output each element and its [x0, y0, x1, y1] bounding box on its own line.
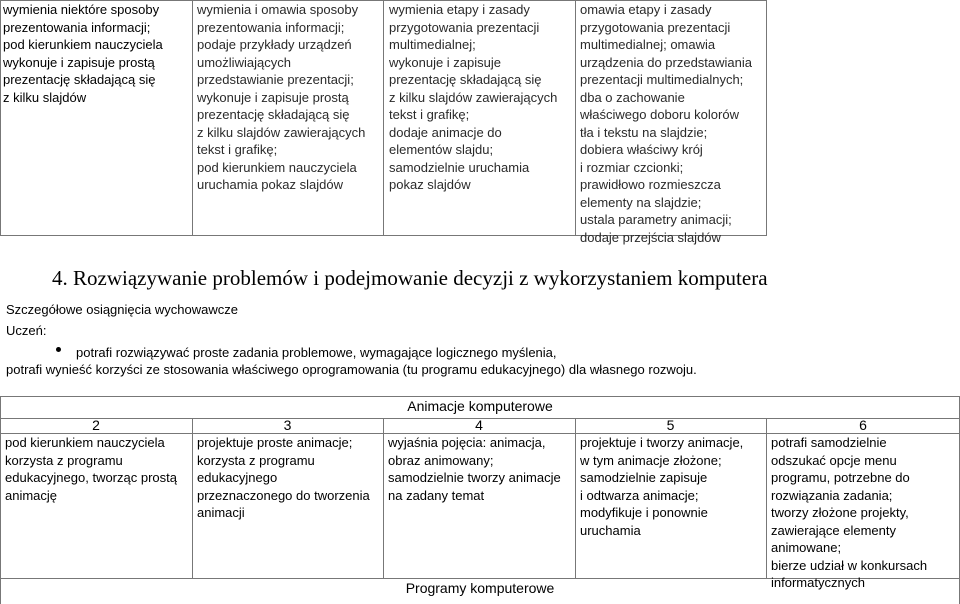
bullet-icon [56, 347, 61, 352]
student-label: Uczeń: [6, 323, 47, 338]
top-table-cell: wymienia niektóre sposoby prezentowania informacji; pod kierunkiem nauczyciela wykonuje i zapisuje prostą prezentację składającą się z kilku slajdów [3, 2, 163, 105]
grade-header: 5 [666, 417, 675, 433]
next-table-caption: Programy komputerowe [405, 580, 555, 596]
section-subtitle: Szczegółowe osiągnięcia wychowawcze [6, 302, 238, 317]
top-table-cell: wymienia etapy i zasady przygotowania prezentacji multimedialnej; wykonuje i zapisuje prezentację składającą się z kilku slajdów zawierających tekst i grafikę; dodaje animacje do elementów slajdu; samodzielnie uruchamia pokaz slajdów [389, 2, 558, 192]
table-caption: Animacje komputerowe [407, 398, 553, 414]
top-table-cell: wymienia i omawia sposoby prezentowania informacji; podaje przykłady urządzeń umożliwiających przedstawianie prezentacji; wykonuje i zapisuje prostą prezentację składającą się z kilku slajdów zawierających tekst i grafikę; pod kierunkiem nauczyciela uruchamia pokaz slajdów [197, 2, 366, 192]
top-table-cell: omawia etapy i zasady przygotowania prezentacji multimedialnej; omawia urządzenia do przedstawiania prezentacji multimedialnych; dba o zachowanie właściwego doboru kolorów tła i tekstu na slajdzie; dobiera właściwy krój i rozmiar czcionki; prawidłowo rozmieszcza elementy na slajdzie; ustala parametry animacji; dodaje przejścia slajdów [580, 2, 752, 245]
achievement-line: potrafi wynieść korzyści ze stosowania właściwego oprogramowania (tu programu edukacyjnego) dla własnego rozwoju. [6, 362, 697, 377]
achievement-line: potrafi rozwiązywać proste zadania problemowe, wymagające logicznego myślenia, [76, 345, 557, 360]
section-number: 4. [52, 266, 68, 290]
section-title: Rozwiązywanie problemów i podejmowanie decyzji z wykorzystaniem komputera [73, 266, 768, 290]
section-heading [52, 266, 768, 291]
requirement-cell: pod kierunkiem nauczyciela korzysta z programu edukacyjnego, tworząc prostą animację [5, 435, 177, 503]
requirement-cell: projektuje proste animacje; korzysta z programu edukacyjnego przeznaczonego do tworzenia animacji [197, 435, 370, 520]
grade-header: 3 [283, 417, 292, 433]
grade-header: 4 [475, 417, 483, 433]
grade-header: 6 [859, 417, 867, 433]
requirement-cell: wyjaśnia pojęcia: animacja, obraz animowany; samodzielnie tworzy animacje na zadany temat [388, 435, 561, 503]
requirement-cell: projektuje i tworzy animacje, w tym animacje złożone; samodzielnie zapisuje i odtwarza animacje; modyfikuje i ponownie uruchamia [580, 435, 744, 538]
grade-header: 2 [92, 417, 100, 433]
requirement-cell: potrafi samodzielnie odszukać opcje menu programu, potrzebne do rozwiązania zadania; tworzy złożone projekty, zawierające elementy animowane; bierze udział w konkursach informatycznych [771, 435, 928, 590]
